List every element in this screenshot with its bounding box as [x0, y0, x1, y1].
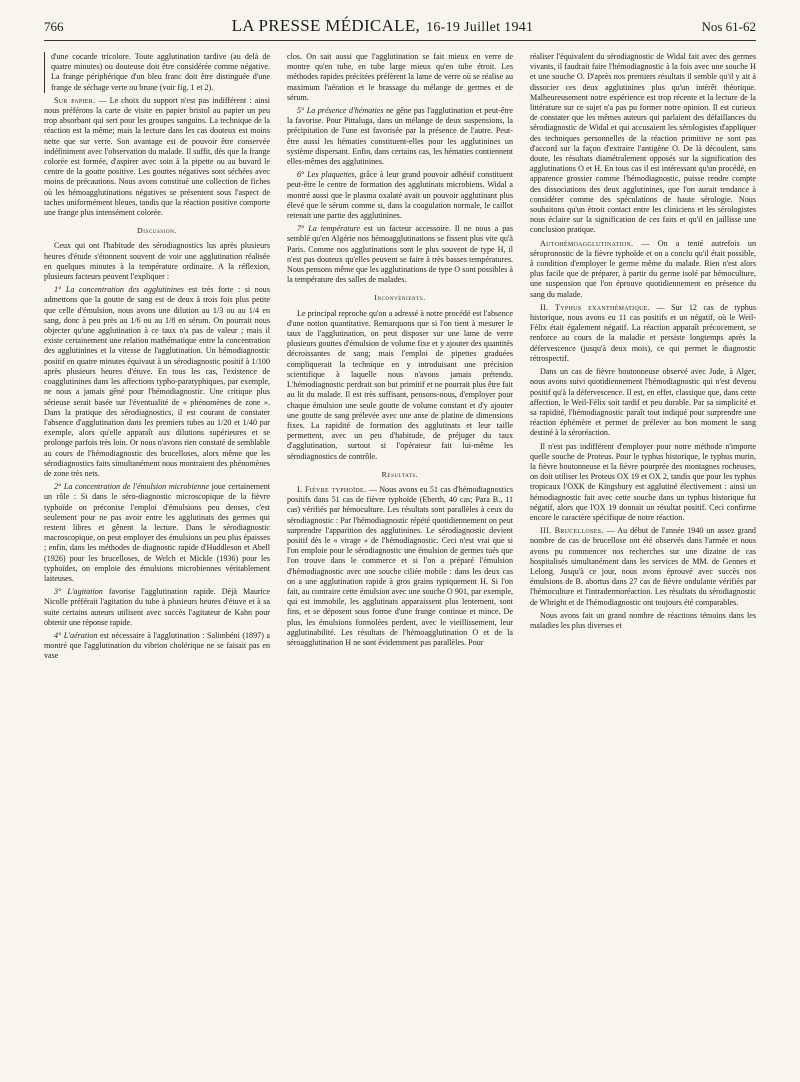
journal-name: LA PRESSE MÉDICALE,: [231, 16, 421, 35]
section-heading: Discussion.: [136, 226, 178, 236]
issue-date: 16-19 Juillet 1941: [426, 20, 534, 35]
page-header: [44, 16, 756, 41]
paragraph-text: — Le choix du support n'est pas indifférent : ainsi nous préférons la carte de visite en papier bristol au papier un peu trop absorbant qui sert pour les groupes sanguins. La technique de la réaction est la même; mais la lecture dans les cas douteux est moins nette que sur verre. Son avantage est de pouvoir être conservée indéfiniment avec l'observation du malade. Il suffit, dès que la frange colorée est formée, d'aspirer avec soin à la pipette ou au buvard le centre de la goutte positive. Les gouttes négatives sont séchées avec moins de précautions. Nous avons constitué une collection de fiches où les hémoagglutinations négatives se présentent sous l'aspect de taches uniformément bleues, tandis que la réaction positive comporte une frange plus intensément colorée.: [44, 95, 270, 218]
run-in-heading: 6° Les plaquettes,: [297, 170, 357, 180]
paragraph: [44, 631, 270, 662]
paragraph-text: est nécessaire à l'agglutination : Salimbéni (1897) a montré que l'agglutination du vibrion cholérique ne se faisait pas en vase: [44, 630, 270, 661]
paragraph-text: est un facteur accessoire. Il ne nous a pas semblé qu'en Algérie nos hémoagglutinations se fissent plus vite qu'à Paris. Comme nos agglutinations sont le plus souvent de type H, il n'est pas douteux qu'elles peuvent se faire à très basses températures. Nous pensons même que les agglutinations de type O sont possibles à la température des salles de malades.: [287, 224, 513, 285]
paragraph: [44, 285, 270, 479]
paragraph: [530, 239, 756, 300]
paragraph-text: ne gêne pas l'agglutination et peut-être la favorise. Pour Pittaluga, dans un mélange de deux suspensions, la précipitation de l'une est favorisée par la présence de l'autre. Peut-être aussi les hématies constituent-elles pour les agglutinines un système dispersant. Enfin, dans certains cas, les hématies contiennent elles-mêmes des agglutinines.: [287, 106, 513, 167]
run-in-heading: 4° L'aération: [54, 630, 98, 640]
run-in-heading: 7° La température: [297, 224, 361, 234]
paragraph: [287, 170, 513, 221]
run-in-heading: III. Brucelloses.: [540, 526, 604, 536]
run-in-heading: 2° La concentration de l'émulsion microbienne: [54, 482, 209, 492]
paragraph: [44, 96, 270, 218]
paragraph: [530, 303, 756, 364]
paragraph: [287, 485, 513, 648]
paragraph-text: joue certainement un rôle : Si dans le séro-diagnostic microscopique de la fièvre typhoïde on préconise l'emploi d'émulsions peu denses, c'est seulement pour ne pas avoir entre les agglutinats des germes qui restent libres et gênent la lecture. Dans le sérodiagnostic macroscopique, on peut employer des émulsions un peu plus épaisses ; enfin, dans les méthodes de diagnostic rapide d'Huddleson et Abell (1926) pour les brucelloses, de Welch et Mickle (1936) pour les typhoïdes, on emploie des émulsions microbiennes véritablement laiteuses.: [44, 482, 270, 583]
paragraph-text: est très forte : si nous admettons que la goutte de sang est de deux à trois fois plus petite que celle d'émulsion, nous avons une dilution au 1/3 ou au 1/4 en sang, donc à peu près au 1/6 ou au 1/8 en sérum. On pourrait nous objecter qu'une agglutination à ce taux n'a pas de valeur ; mais il existe certainement une relation mathématique entre la concentration des agglutinines et la vitesse de l'agglutination. Un hémodiagnostic positif en quatre minutes équivaut à un sérodiagnostic positif à 1/100 après plusieurs heures d'étuve. En tous les cas, l'existence de coagglutinines dans les affections typho-paratyphiques, par exemple, ne nous a jamais gêné pour l'hémodiagnostic. Une critique plus sérieuse serait basée sur l'éventualité de « phénomènes de zone ». Dans la pratique des sérodiagnostics, il est courant de constater l'absence d'agglutination dans les premiers tubes au 1/20 et 1/40 par exemple, alors qu'elle apparaît aux dilutions supérieures et se prolonge parfois très loin. Or nous n'avons rien constaté de semblable au cours de l'hémodiagnostic des brucelloses, alors même que les sérodiagnostics faits simultanément nous montraient des phénomènes de zone très nets.: [44, 285, 270, 478]
paragraph: [44, 482, 270, 584]
paragraph: Le principal reproche qu'on a adressé à notre procédé est l'absence d'une notion quantitative. Remarquons que si l'on tient à mesurer le taux de l'agglutination, on peut disposer sur une lame de verre plusieurs gouttes d'émulsion de volume fixe et y ajouter des quantités décroissantes de sang; mais l'emploi de pipettes graduées compliquerait la technique en y introduisant une précision scientifique à laquelle nous n'avons jamais prétendu. L'hémodiagnostic perdrait son but primitif et ne pourrait plus être fait au lit du malade. Il est très suffisant, pensons-nous, d'employer pour chaque émulsion une seule goutte de volume constant et d'y ajouter une goutte de sang prélevée avec une anse de platine de dimensions fixes. La rapidité de formation des agglutinats et leur taille permettent, avec un peu d'habitude, de préjuger du taux d'agglutination, surtout si l'opérateur fait lui-même les sérodiagnostics de contrôle.: [287, 308, 513, 461]
column-2: [287, 52, 513, 651]
paragraph: [44, 587, 270, 628]
paragraph-text: — Nous avons eu 51 cas d'hémodiagnostics positifs dans 51 cas de fièvre typhoïde (Eberth, 40 cas; Para B., 11 cas) vérifiés par hémoculture. Les résultats sont parallèles à ceux du sérodiagnostic : Par l'hémodiagnostic répété quotidiennement on peut surprendre l'apparition des agglutinines. Le sérodiagnostic devient positif dès le « virage » de l'hémodiagnostic. Ceci n'est vrai que si l'on emploie pour le sérodiagnostic une émulsion de germes tués que l'on trouve dans le commerce et si l'on a préparé l'émulsion d'hémodiagnostic avec une souche ciliée mobile : dans les deux cas on a une agglutination rapide à gros grains typiquement H. Si l'on fait, au contraire cette émulsion avec une souche O 901, par exemple, qui est immobile, les agglutinats apparaissent plus lentement, sont fins, et se déposent sous forme d'une frange continue et mince. De plus, les émulsions formolées perdent, avec le vieillissement, leur agglutinabilité. Les résultats de l'hémoagglutination O et de la séroagglutination H ne sont évidemment pas parallèles. Pour: [287, 484, 514, 647]
column-1: [44, 52, 270, 665]
paragraph: Ceux qui ont l'habitude des sérodiagnostics lus après plusieurs heures d'étude s'étonnent souvent de voir une agglutination réalisée en quelques minutes à la température ordinaire. A la réflexion, plusieurs facteurs peuvent l'expliquer :: [44, 241, 270, 282]
section-heading: Inconvénients.: [374, 293, 426, 303]
paragraph-text: favorise l'agglutination rapide. Déjà Maurice Nicolle préférait l'agitation du tube à plusieurs heures d'étuve et à sa suite certains auteurs utilisent avec succès l'agitateur de Kahn pour obtenir une réponse rapide.: [44, 587, 270, 627]
section-heading: Résultats.: [381, 469, 419, 479]
issue-number: Nos 61-62: [701, 19, 756, 34]
column-3: [530, 52, 756, 634]
paragraph: réaliser l'équivalent du sérodiagnostic de Widal fait avec des germes vivants, il faudrait faire l'hémodiagnostic à la fois avec une souche H et une souche O. D'après nos premiers résultats il semble qu'il y ait à dissocier ces deux agglutinines plus qu'un intérêt théorique. Malheureusement notre expérience est trop récente et la lecture de la littérature sur ce sujet n'a pas pu former notre opinion. Il est curieux de constater que les mêmes auteurs qui parlaient des défaillances du sérodiagnostic de Widal et qui accusaient les sérologistes d'appliquer des techniques personnelles de la réaction primitive ne sont pas d'accord sur la façon d'extraire l'antigène O. De là découlent, sans doute, les résultats diamétralement opposés sur la signification des agglutinations O et H. En tous cas il est intéressant qu'un procédé, en apparence grossier comme l'hémodiagnostic, puisse rendre compte des dissociations des deux agglutinines, que l'on aurait tendance à considérer comme des spéculations de haute sérologie. Nous souhaitons qu'un étroit contact entre les cliniciens et les sérologistes nous éclaire sur la signification de ces faits et qu'il en jaillisse une conclusion pratique.: [530, 52, 756, 235]
paragraph-text: — Au début de l'année 1940 un assez grand nombre de cas de brucellose ont été observés dans l'armée et nous avons pu commencer nos recherches sur une dizaine de cas hospitalisés simultanément dans les services de MM. de Gennes et Lelong. Jusqu'à ce jour, nous avons éprouvé avec succès nos émulsions de B. abortus dans 27 cas de fièvre ondulante vérifiés par l'hémoculture et l'intradermoréaction. Les résultats du sérodiagnostic de Whright et de l'hémodiagnostic ont toujours été comparables.: [530, 526, 756, 607]
run-in-heading: Sur papier.: [54, 95, 96, 105]
journal-title: [232, 16, 534, 36]
run-in-heading: 3° L'agitation: [54, 587, 103, 597]
paragraph: [287, 106, 513, 167]
paragraph-text: grâce à leur grand pouvoir adhésif constituent peut-être le centre de formation des agglutinats microbiens. Widal a montré aussi que le plasma oxalaté avait un pouvoir agglutinant plus élevé que le sérum comme si, dans la coagulation normale, le caillot retenait une partie des agglutinines.: [287, 170, 513, 221]
run-in-heading: II. Typhus exanthématique.: [540, 302, 651, 312]
run-in-heading: I. Fièvre typhoïde.: [297, 484, 367, 494]
run-in-heading: 1° La concentration des agglutinines: [54, 285, 184, 295]
page-number: 766: [44, 19, 64, 34]
run-in-heading: Autohémoagglutination.: [540, 238, 634, 248]
paragraph: [287, 224, 513, 285]
paragraph: Il n'est pas indifférent d'employer pour notre méthode n'importe quelle souche de Proteus. Pour le typhus historique, le typhus murin, la fièvre boutonneuse et la fièvre pourprée des montagnes rocheuses, on doit utiliser les Proteus OX 19 et OX 2, tandis que pour les typhus tropicaux l'OXK de Kingsbury est agglutiné électivement : ainsi un hémodiagnostic fait avec cette souche dans un typhus historique fut négatif, alors que l'OX 19 donnait un résultat positif. Ceci confirme encore le caractère spécifique de notre réaction.: [530, 441, 756, 522]
run-in-heading: 5° La présence d'hématies: [297, 106, 384, 116]
paragraph: d'une cocarde tricolore. Toute agglutination tardive (au delà de quatre minutes) ou douteuse doit être considérée comme négative. La frange périphérique d'un bleu franc doit être distinguée d'une frange de séchage verte ou brune (voir fig. 1 et 2).: [44, 52, 270, 93]
paragraph: [530, 526, 756, 608]
paragraph: Dans un cas de fièvre boutonneuse observé avec Jude, à Alger, nous avons suivi quotidiennement l'hémodiagnostic qui n'est devenu positif qu'à la défervescence. Il est, en effet, classique que, dans cette affection, le Weil-Félix soit tardif et peu durable. Par sa simplicité et sa rapidité, l'hémodiagnostic paraît tout indiqué pour surprendre une réaction éphémère et permet de prélever au bon moment le sang destiné à la séroréaction.: [530, 367, 756, 438]
paragraph: Nous avons fait un grand nombre de réactions témoins dans les maladies les plus diverses et: [530, 610, 756, 630]
paragraph: clos. On sait aussi que l'agglutination se fait mieux en verre de montre qu'en tube, en tube large mieux qu'en tube étroit. Les méthodes rapides précitées préfèrent la lame de verre où se réalise au maximum l'aération et le brassage du mélange de germes et de sérum.: [287, 52, 513, 102]
paragraph-text: — Sur 12 cas de typhus historique, nous avons eu 11 cas positifs et un négatif, où le Weil-Félix était également négatif. La réaction apparaît précocement, se renforce au cours de la maladie et persiste longtemps après la défervescence (jusqu'à deux mois), ce qui permet le diagnostic rétrospectif.: [530, 302, 756, 363]
paragraph-text: — On a tenté autrefois un séropronostic de la fièvre typhoïde et on a conclu qu'il était possible, à condition d'employer le germe même du malade. Rien n'est alors plus facile que de préparer, à partir du germe isolé par hémoculture, une suspension que l'on éprouve quotidiennement en présence du sang du malade.: [530, 238, 756, 299]
